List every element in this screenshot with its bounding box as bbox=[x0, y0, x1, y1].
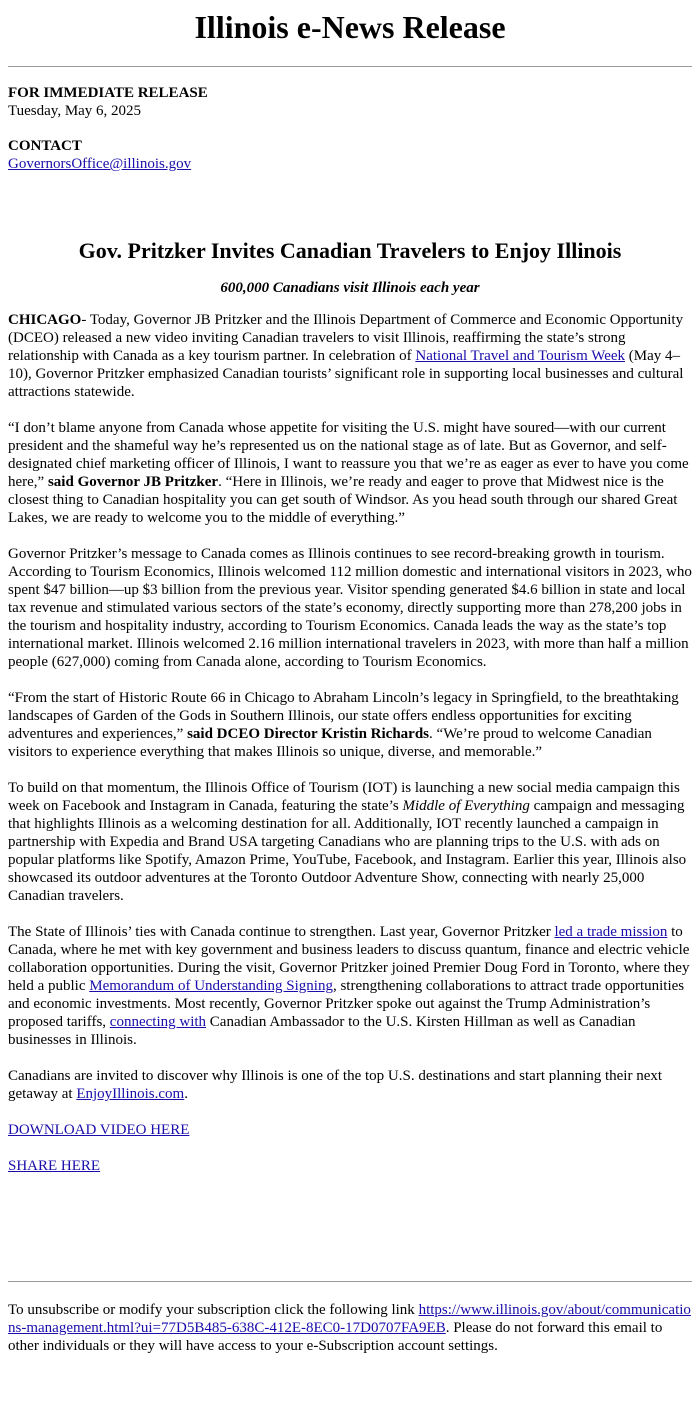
download-row bbox=[8, 1121, 692, 1139]
paragraph-dceo-quote bbox=[8, 689, 692, 761]
paragraph-text: - Today, Governor JB Pritzker and the Illinois Department of Commerce and Economic Opportunity (DCEO) released a new video inviting Canadian travelers to visit Illinois, reaffirming the state’s strong relationship with Canada as a key tourism partner. In celebration of bbox=[8, 312, 684, 364]
paragraph-campaign bbox=[8, 779, 692, 905]
paragraph-text: “I don’t blame anyone from Canada whose appetite for visiting the U.S. might have soured—with our current president and the shameful way he’s represented us on the national stage as of late. But as Governor, and self-designated chief marketing officer of Illinois, I want to reassure you that we’re as eager as ever to have you come here,” bbox=[8, 420, 689, 490]
paragraph-text: . “Here in Illinois, we’re ready and eager to prove that Midwest nice is the closest thing to Canadian hospitality you can get south of Windsor. As you head south through our shared Great Lakes, we are ready to welcome you to the middle of everything.” bbox=[8, 474, 678, 526]
paragraph-invitation bbox=[8, 1067, 692, 1103]
bottom-spacer bbox=[8, 1193, 692, 1281]
paragraph-text: Canadian Ambassador to the U.S. Kirsten Hillman as well as Canadian businesses in Illinois. bbox=[8, 1014, 636, 1048]
paragraph-text: . “We’re proud to welcome Canadian visitors to experience everything that makes Illinois so unique, diverse, and memorable.” bbox=[8, 726, 652, 760]
release-label: FOR IMMEDIATE RELEASE bbox=[8, 85, 208, 101]
release-date: Tuesday, May 6, 2025 bbox=[8, 103, 142, 119]
footer-text: . Please do not forward this email to other individuals or they will have access to your e-Subscription account settings. bbox=[8, 1320, 663, 1354]
paragraph-text: “From the start of Historic Route 66 in Chicago to Abraham Lincoln’s legacy in Springfield, to the breathtaking landscapes of Garden of the Gods in Southern Illinois, our state offers endless opportunities for exciting adventures and experiences,” bbox=[8, 690, 679, 742]
paragraph-text: (May 4–10), Governor Pritzker emphasized Canadian tourists’ significant role in supporting local businesses and cultural attractions statewide. bbox=[8, 348, 684, 400]
article-headline: Gov. Pritzker Invites Canadian Travelers to Enjoy Illinois bbox=[78, 238, 622, 263]
paragraph-text: . bbox=[184, 1086, 188, 1102]
unsubscribe-link[interactable]: https://www.illinois.gov/about/communications-management.html?ui=77D5B485-638C-412E-8EC0-17D0707FA9EB bbox=[8, 1302, 691, 1336]
release-meta bbox=[8, 84, 692, 173]
paragraph-text: campaign and messaging that highlights Illinois as a welcoming destination for all. Additionally, IOT recently launched a campaign in partnership with Expedia and Brand USA targeting Canadians who are planning trips to the U.S. with ads on popular platforms like Spotify, Amazon Prime, YouTube, Facebook, and Instagram. Earlier this year, Illinois also showcased its outdoor adventures at the Toronto Outdoor Adventure Show, connecting with nearly 25,000 Canadian travelers. bbox=[8, 798, 687, 904]
quote-attribution: said Governor JB Pritzker bbox=[47, 474, 219, 490]
campaign-name: Middle of Everything bbox=[402, 798, 530, 814]
contact-block bbox=[8, 137, 692, 173]
connecting-with-link[interactable]: connecting with bbox=[109, 1014, 207, 1030]
contact-label: CONTACT bbox=[8, 138, 82, 154]
paragraph-governor-quote bbox=[8, 419, 692, 527]
share-link[interactable]: SHARE HERE bbox=[8, 1158, 101, 1174]
article-body bbox=[8, 311, 692, 1175]
paragraph-canada-ties bbox=[8, 923, 692, 1049]
paragraph-text: To build on that momentum, the Illinois Office of Tourism (IOT) is launching a new social media campaign this week on Facebook and Instagram in Canada, featuring the state’s bbox=[8, 780, 680, 814]
paragraph-tourism-stats: Governor Pritzker’s message to Canada comes as Illinois continues to see record-breaking growth in tourism. According to Tourism Economics, Illinois welcomed 112 million domestic and international visitors in 2023, who spent $47 billion—up $3 billion from the previous year. Visitor spending generated $4.6 billion in state and local tax revenue and stimulated various sectors of the state’s economy, directly supporting more than 278,200 jobs in the tourism and hospitality industry, according to Tourism Economics. Canada leads the way as the state’s top international market. Illinois welcomed 2.16 million international travelers in 2023, with more than half a million people (627,000) coming from Canada alone, according to Tourism Economics. bbox=[8, 546, 692, 670]
paragraph-intro bbox=[8, 311, 692, 401]
paragraph-text: to Canada, where he met with key government and business leaders to discuss quantum, finance and electric vehicle collaboration opportunities. During the visit, Governor Pritzker joined Premier Doug Ford in Toronto, where they held a public bbox=[8, 924, 690, 994]
paragraph-text: , strengthening collaborations to attract trade opportunities and economic investments. Most recently, Governor Pritzker spoke out against the Trump Administration’s proposed tariffs, bbox=[8, 978, 685, 1030]
dateline: CHICAGO bbox=[8, 312, 82, 328]
enjoy-illinois-link[interactable]: EnjoyIllinois.com bbox=[76, 1086, 185, 1102]
header-divider bbox=[8, 66, 692, 67]
contact-email-link[interactable]: GovernorsOffice@illinois.gov bbox=[8, 156, 192, 172]
mou-signing-link[interactable]: Memorandum of Understanding Signing bbox=[89, 978, 333, 994]
article-subhead: 600,000 Canadians visit Illinois each year bbox=[220, 280, 480, 296]
download-video-link[interactable]: DOWNLOAD VIDEO HERE bbox=[8, 1122, 190, 1138]
paragraph-text: Canadians are invited to discover why Illinois is one of the top U.S. destinations and start planning their next getaway at bbox=[8, 1068, 663, 1102]
share-row bbox=[8, 1157, 692, 1175]
footer-text: To unsubscribe or modify your subscription click the following link bbox=[8, 1302, 419, 1318]
paragraph-text: The State of Illinois’ ties with Canada continue to strengthen. Last year, Governor Pritzker bbox=[8, 924, 555, 940]
unsubscribe-footer bbox=[8, 1301, 692, 1355]
masthead-title: Illinois e-News Release bbox=[194, 9, 506, 45]
footer-divider bbox=[8, 1281, 692, 1282]
travel-week-link[interactable]: National Travel and Tourism Week bbox=[415, 348, 626, 364]
quote-attribution: said DCEO Director Kristin Richards bbox=[187, 726, 430, 742]
trade-mission-link[interactable]: led a trade mission bbox=[554, 924, 668, 940]
